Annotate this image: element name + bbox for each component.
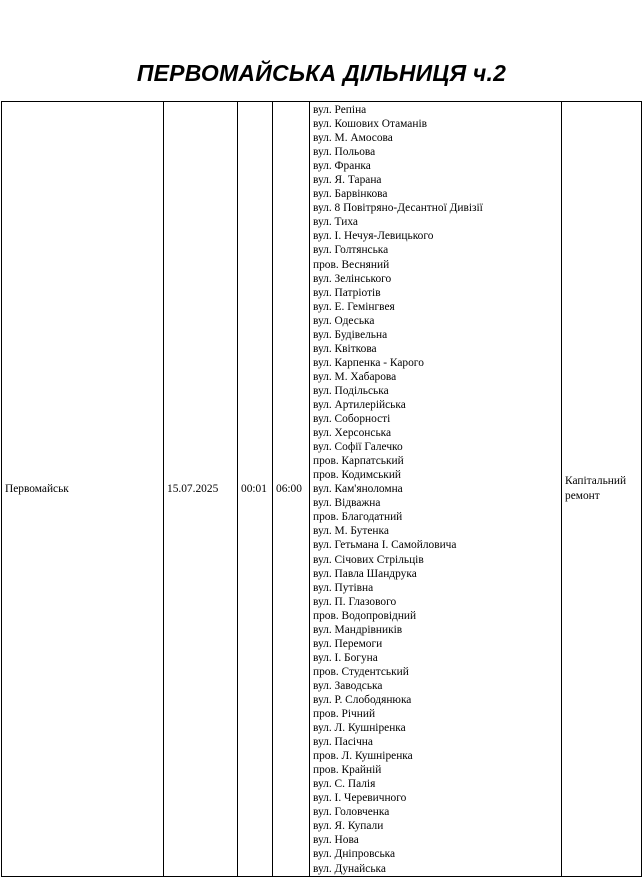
street-item: вул. Репіна <box>313 104 367 116</box>
street-item: вул. Голтянська <box>313 244 389 257</box>
street-item: вул. Карпенка - Карого <box>313 356 424 369</box>
street-item: вул. Я. Тарана <box>313 174 382 187</box>
street-item: вул. Гетьмана І. Самойловича <box>313 539 457 552</box>
street-item: вул. М. Амосова <box>313 132 393 145</box>
street-item: вул. І. Нечуя-Левицького <box>313 230 434 243</box>
street-item: вул. М. Хабарова <box>313 370 397 383</box>
street-item: вул. Мандрівників <box>313 623 403 636</box>
street-item: вул. Будівельна <box>313 328 388 341</box>
street-item: вул. Я. Купали <box>313 820 384 833</box>
street-item: пров. Карпатський <box>313 455 404 468</box>
street-item: вул. П. Глазового <box>313 595 397 608</box>
street-item: вул. Нова <box>313 834 359 847</box>
street-item: вул. Путівна <box>313 581 374 594</box>
street-item: пров. Кодимський <box>313 469 402 482</box>
street-item: вул. Головченка <box>313 806 390 819</box>
street-item: вул. Січових Стрільців <box>313 553 424 566</box>
street-item: вул. Зелінського <box>313 272 392 285</box>
table-row <box>2 102 642 877</box>
street-item: пров. Крайній <box>313 764 382 777</box>
street-item: вул. С. Палія <box>313 778 376 791</box>
street-item: вул. Перемоги <box>313 637 383 650</box>
street-item: вул. І. Черевичного <box>313 792 407 805</box>
street-item: вул. Л. Кушніренка <box>313 722 406 735</box>
street-item: вул. Барвінкова <box>313 188 388 201</box>
street-item: вул. Заводська <box>313 679 383 692</box>
street-item: вул. Дніпровська <box>313 848 396 861</box>
street-item: вул. Патріотів <box>313 286 381 299</box>
street-item: пров. Весняний <box>313 258 390 271</box>
street-item: вул. Кам'яноломна <box>313 483 403 496</box>
street-item: пров. Л. Кушніренка <box>313 750 413 763</box>
time-from-cell: 00:01 <box>238 102 273 877</box>
street-item: вул. Одеська <box>313 314 375 327</box>
street-item: вул. Р. Слободянюка <box>313 693 412 706</box>
street-item: пров. Благодатний <box>313 511 403 524</box>
street-item: вул. І. Богуна <box>313 651 378 664</box>
time-to-cell: 06:00 <box>273 102 310 877</box>
street-item: вул. Тиха <box>313 216 358 229</box>
street-item: вул. Пасічна <box>313 736 373 749</box>
street-item: вул. Херсонська <box>313 427 392 440</box>
outage-schedule-table <box>1 101 642 877</box>
street-item: пров. Річний <box>313 708 376 721</box>
street-item: вул. Дунайська <box>313 862 386 875</box>
street-item: вул. Павла Шандрука <box>313 567 417 580</box>
street-item: пров. Студентський <box>313 665 409 678</box>
street-item: пров. Водопровідний <box>313 609 417 622</box>
settlement-cell: Первомайськ <box>2 102 164 877</box>
street-item: вул. Артилерійська <box>313 398 406 411</box>
street-item: вул. Відважна <box>313 497 381 510</box>
street-item: вул. Польова <box>313 146 376 159</box>
street-item: вул. Франка <box>313 160 371 173</box>
page-title: ПЕРВОМАЙСЬКА ДІЛЬНИЦЯ ч.2 <box>136 60 507 86</box>
street-item: вул. Квіткова <box>313 342 377 355</box>
street-item: вул. Подільська <box>313 384 389 397</box>
street-item: вул. 8 Повітряно-Десантної Дивізії <box>313 202 483 215</box>
street-item: вул. Софії Галечко <box>313 441 403 454</box>
street-item: вул. Соборності <box>313 413 391 426</box>
date-cell: 15.07.2025 <box>164 102 238 877</box>
work-type-cell: Капітальний ремонт <box>562 102 642 877</box>
streets-cell <box>310 102 562 877</box>
street-item: вул. Кошових Отаманів <box>313 118 427 131</box>
street-item: вул. М. Бутенка <box>313 525 389 538</box>
street-item: вул. Е. Гемінгвея <box>313 300 395 313</box>
